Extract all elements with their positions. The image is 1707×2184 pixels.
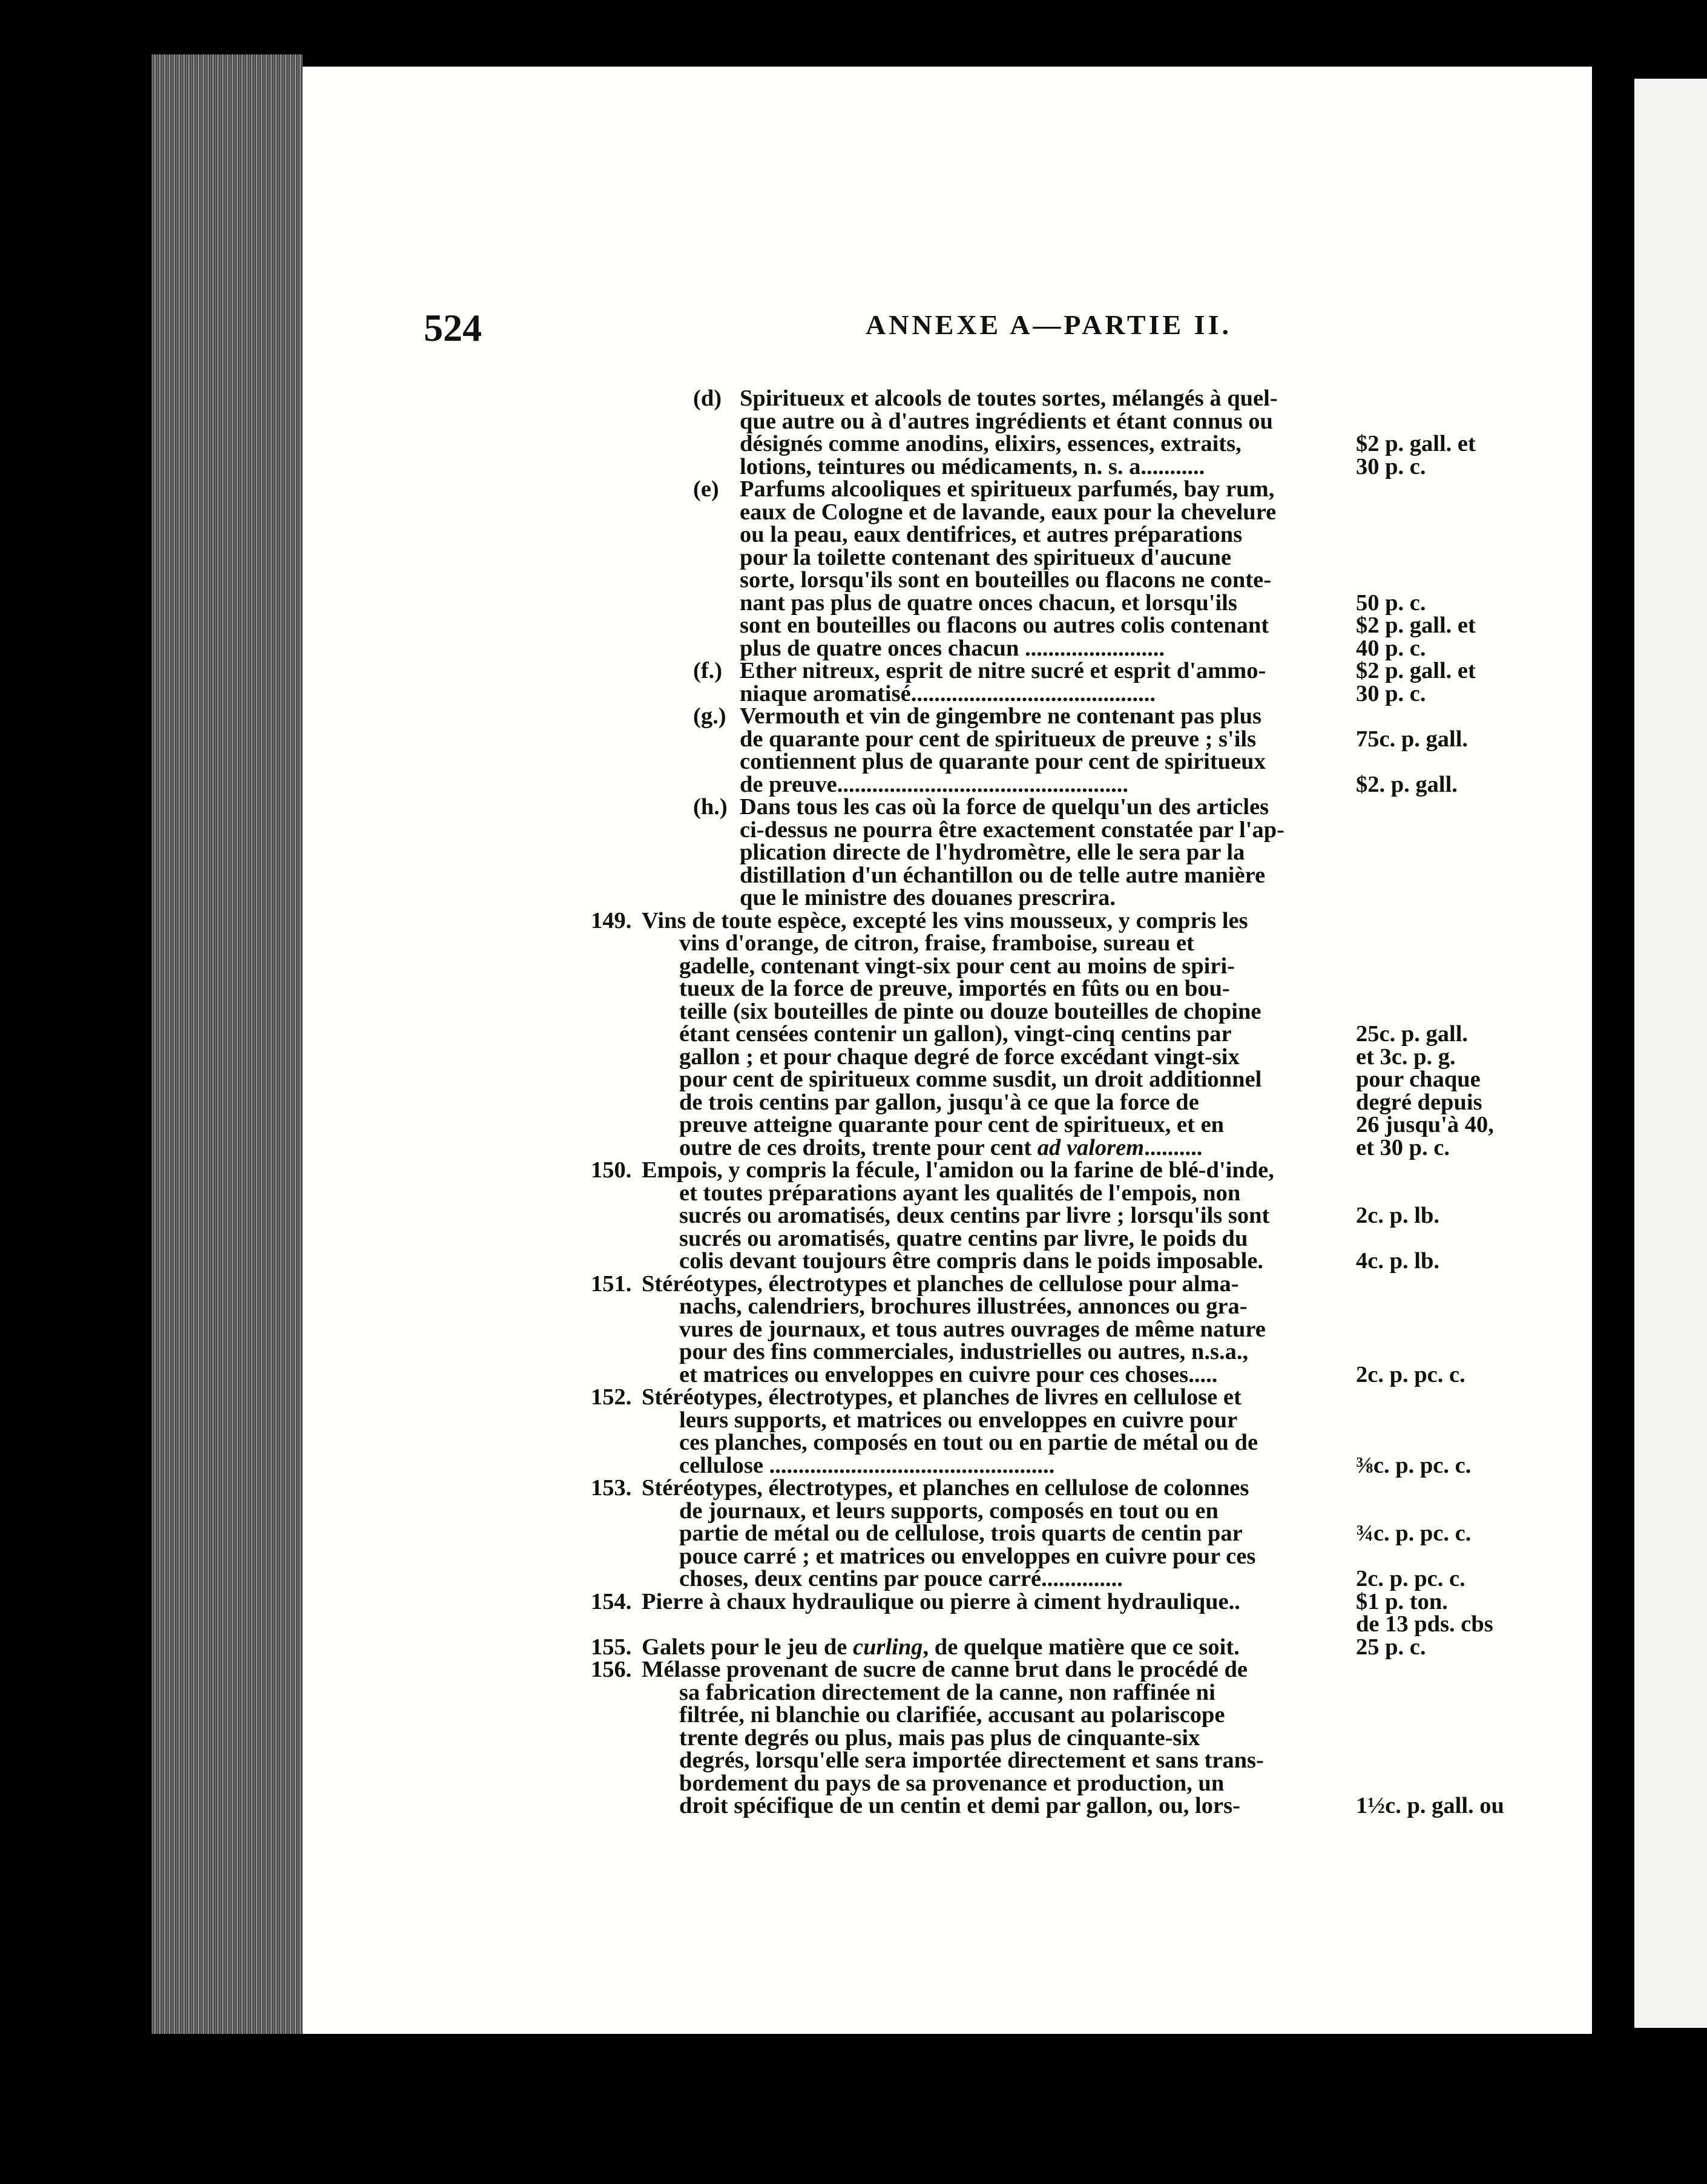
text-line — [303, 1749, 1592, 1772]
line-text-main: pour la toilette contenant des spiritueux d'aucune — [740, 544, 1232, 570]
duty-rate: 2c. p. pc. c. — [1356, 1361, 1465, 1387]
line-text — [740, 410, 1273, 433]
line-text-main: distillation d'un échantillon ou de telle autre manière — [740, 862, 1266, 888]
item-number: 151. — [591, 1271, 632, 1297]
line-text-main: Stéréotypes, électrotypes et planches de cellulose pour alma- — [642, 1271, 1239, 1297]
line-text — [679, 1772, 1224, 1795]
line-text — [679, 1341, 1248, 1364]
text-line — [303, 1409, 1592, 1432]
text-line — [303, 1545, 1592, 1568]
text-line — [303, 592, 1592, 615]
text-line — [303, 1386, 1592, 1409]
line-text — [679, 1091, 1199, 1114]
line-text — [679, 978, 1230, 1001]
line-text — [740, 592, 1237, 615]
text-line — [303, 1091, 1592, 1114]
line-text — [642, 1159, 1274, 1182]
line-text-main: contiennent plus de quarante pour cent de spiritueux — [740, 749, 1266, 774]
line-text — [740, 524, 1242, 547]
line-text — [740, 637, 1165, 660]
text-line — [303, 1273, 1592, 1296]
text-line — [303, 819, 1592, 842]
line-text-main: Galets pour le jeu de — [642, 1634, 847, 1660]
line-text-main: leurs supports, et matrices ou enveloppes en cuivre pour — [679, 1407, 1238, 1433]
line-text — [679, 1295, 1248, 1318]
duty-rate: 30 p. c. — [1356, 453, 1426, 479]
line-text-main: sorte, lorsqu'ils sont en bouteilles ou flacons ne conte- — [740, 567, 1272, 593]
line-text — [740, 433, 1242, 456]
line-text — [679, 1068, 1261, 1091]
duty-rate: pour chaque — [1356, 1067, 1481, 1092]
line-text — [740, 864, 1265, 887]
line-text — [679, 1046, 1240, 1069]
text-line — [303, 1046, 1592, 1069]
line-text — [740, 478, 1274, 501]
line-text — [679, 1704, 1225, 1727]
line-text — [679, 1250, 1263, 1273]
line-text-main: et toutes préparations ayant les qualités de l'empois, non — [679, 1180, 1241, 1206]
page-edge — [151, 54, 303, 2034]
line-text — [740, 387, 1278, 410]
text-line — [303, 1613, 1592, 1636]
line-text-main: Pierre à chaux hydraulique ou pierre à ciment hydraulique.. — [642, 1588, 1240, 1614]
line-text-main: sucrés ou aromatisés, quatre centins par livre, le poids du — [679, 1225, 1248, 1251]
line-text — [679, 1318, 1266, 1341]
line-text — [740, 705, 1261, 728]
text-line — [303, 771, 1592, 797]
duty-rate: et 3c. p. g. — [1356, 1044, 1456, 1070]
sub-item-label: (f.) — [693, 658, 723, 683]
line-text — [679, 1452, 1055, 1478]
text-line — [303, 887, 1592, 910]
italic-term: curling — [852, 1634, 923, 1660]
line-text — [679, 1795, 1240, 1818]
item-number: 155. — [591, 1634, 632, 1660]
line-text-main: pour des fins commerciales, industrielles ou autres, n.s.a., — [679, 1339, 1249, 1364]
duty-rate: 50 p. c. — [1356, 590, 1426, 616]
line-text — [740, 614, 1269, 637]
text-line — [303, 1295, 1592, 1318]
line-text-main: outre de ces droits, trente pour cent — [679, 1134, 1032, 1160]
sub-item-label: (h.) — [693, 794, 728, 820]
line-text-main: Empois, y compris la fécule, l'amidon ou la farine de blé-d'inde, — [642, 1157, 1274, 1183]
line-text — [642, 1477, 1249, 1500]
duty-rate: ¾c. p. pc. c. — [1356, 1521, 1472, 1546]
line-text — [642, 1386, 1242, 1409]
line-text-main: choses, deux centins par pouce carré.............. — [679, 1566, 1123, 1591]
line-text-after: , de quelque matière que ce soit. — [923, 1634, 1240, 1660]
line-text — [740, 569, 1271, 592]
text-line — [303, 932, 1592, 955]
line-text-main: sucrés ou aromatisés, deux centins par livre ; lorsqu'ils sont — [679, 1203, 1270, 1228]
duty-rate: et 30 p. c. — [1356, 1134, 1450, 1160]
text-line — [303, 1205, 1592, 1228]
line-text — [679, 1522, 1243, 1545]
text-line — [303, 433, 1592, 456]
text-line — [303, 705, 1592, 728]
line-text-main: droit spécifique de un centin et demi par gallon, ou, lors- — [679, 1793, 1240, 1818]
line-text — [740, 728, 1256, 751]
line-text — [679, 1679, 1215, 1705]
text-line — [303, 1023, 1592, 1046]
line-text-main: ou la peau, eaux dentifrices, et autres préparations — [740, 522, 1243, 547]
duty-rate: 4c. p. lb. — [1356, 1248, 1439, 1274]
item-number: 153. — [591, 1475, 632, 1501]
line-text-main: Dans tous les cas où la force de quelqu'un des articles — [740, 794, 1269, 820]
line-text-main: gallon ; et pour chaque degré de force excédant vingt-six — [679, 1044, 1240, 1070]
duty-rate: $2 p. gall. et — [1356, 431, 1476, 456]
line-text — [679, 932, 1194, 955]
line-text-main: plus de quatre onces chacun ........................ — [740, 635, 1165, 661]
line-text-main: partie de métal ou de cellulose, trois quarts de centin par — [679, 1521, 1243, 1546]
sub-item-label: (g.) — [693, 703, 726, 729]
duty-rate: 40 p. c. — [1356, 635, 1426, 661]
text-line — [303, 410, 1592, 433]
text-line — [303, 1341, 1592, 1364]
text-line — [303, 751, 1592, 774]
line-text-main: cellulose ................................................. — [679, 1452, 1055, 1478]
line-text-main: de trois centins par gallon, jusqu'à ce que la force de — [679, 1089, 1199, 1115]
line-text-main: teille (six bouteilles de pinte ou douze bouteilles de chopine — [679, 998, 1261, 1024]
line-text — [679, 1500, 1219, 1523]
item-number: 152. — [591, 1384, 632, 1410]
line-text — [679, 1545, 1255, 1568]
item-number: 149. — [591, 907, 632, 933]
duty-rate: degré depuis — [1356, 1089, 1482, 1115]
line-text-main: filtrée, ni blanchie ou clarifiée, accusant au polariscope — [679, 1702, 1225, 1728]
text-line — [303, 1182, 1592, 1205]
text-line — [303, 1134, 1592, 1160]
tariff-text — [303, 387, 1592, 1818]
line-text — [740, 819, 1284, 842]
line-text-main: Stéréotypes, électrotypes, et planches en cellulose de colonnes — [642, 1475, 1249, 1501]
text-line — [303, 569, 1592, 592]
line-text — [679, 1749, 1264, 1772]
text-line — [303, 796, 1592, 819]
italic-term: ad valorem — [1037, 1134, 1145, 1160]
line-text — [740, 660, 1266, 683]
text-line — [303, 544, 1592, 570]
line-text — [679, 1409, 1237, 1432]
line-text-main: eaux de Cologne et de lavande, eaux pour la chevelure — [740, 499, 1277, 525]
duty-rate: 30 p. c. — [1356, 680, 1426, 706]
line-text-main: de preuve.................................................. — [740, 771, 1129, 797]
item-number: 150. — [591, 1157, 632, 1183]
duty-rate: 26 jusqu'à 40, — [1356, 1112, 1494, 1137]
line-text-main: étant censées contenir un gallon), vingt-cinq centins par — [679, 1021, 1232, 1047]
line-text-main: lotions, teintures ou médicaments, n. s. a........... — [740, 453, 1205, 479]
text-line — [303, 478, 1592, 501]
line-text — [740, 751, 1266, 774]
line-text-main: sa fabrication directement de la canne, non raffinée ni — [679, 1679, 1215, 1705]
line-text — [740, 771, 1129, 797]
text-line — [303, 998, 1592, 1024]
line-text-main: nachs, calendriers, brochures illustrées, annonces ou gra- — [679, 1294, 1248, 1319]
sub-item-label: (d) — [693, 386, 722, 411]
line-text-main: Vermouth et vin de gingembre ne contenant pas plus — [740, 703, 1262, 729]
text-line — [303, 637, 1592, 660]
duty-rate: $2 p. gall. et — [1356, 613, 1476, 638]
text-line — [303, 1500, 1592, 1523]
line-text — [642, 1588, 1240, 1614]
text-line — [303, 1225, 1592, 1251]
line-text-main: preuve atteigne quarante pour cent de spiritueux, et en — [679, 1112, 1225, 1137]
duty-rate: 1½c. p. gall. ou — [1356, 1793, 1504, 1818]
duty-rate: 25c. p. gall. — [1356, 1021, 1469, 1047]
line-text — [740, 680, 1156, 706]
duty-rate: 2c. p. lb. — [1356, 1203, 1439, 1228]
line-text — [642, 1636, 1240, 1659]
line-text-main: Stéréotypes, électrotypes, et planches de livres en cellulose et — [642, 1384, 1242, 1410]
line-text-main: que autre ou à d'autres ingrédients et étant connus ou — [740, 408, 1273, 434]
text-line — [303, 453, 1592, 479]
text-line — [303, 1568, 1592, 1591]
line-text-main: niaque aromatisé.......................................... — [740, 680, 1156, 706]
text-line — [303, 1452, 1592, 1478]
duty-rate: $2. p. gall. — [1356, 771, 1458, 797]
text-line — [303, 680, 1592, 706]
item-number: 154. — [591, 1588, 632, 1614]
line-text-main: Parfums alcooliques et spiritueux parfumés, bay rum, — [740, 476, 1275, 502]
line-text-after: .......... — [1144, 1134, 1203, 1160]
line-text — [740, 796, 1269, 819]
line-text-main: Mélasse provenant de sucre de canne brut dans le procédé de — [642, 1657, 1248, 1682]
line-text — [679, 1023, 1232, 1046]
line-text — [740, 841, 1245, 864]
text-line — [303, 1250, 1592, 1273]
text-line — [303, 728, 1592, 751]
line-text — [679, 1727, 1200, 1750]
page-header — [303, 242, 1592, 349]
line-text — [679, 1182, 1240, 1205]
line-text-main: gadelle, contenant vingt-six pour cent au moins de spiri- — [679, 953, 1235, 979]
line-text-main: colis devant toujours être compris dans le poids imposable. — [679, 1248, 1264, 1274]
line-text — [679, 1205, 1269, 1228]
text-line — [303, 1477, 1592, 1500]
line-text — [642, 1273, 1239, 1296]
text-line — [303, 1704, 1592, 1727]
item-number: 156. — [591, 1657, 632, 1682]
text-line — [303, 1636, 1592, 1659]
text-line — [303, 1679, 1592, 1705]
line-text — [679, 998, 1261, 1024]
text-line — [303, 1068, 1592, 1091]
line-text-main: sont en bouteilles ou flacons ou autres colis contenant — [740, 613, 1269, 638]
line-text — [679, 1114, 1224, 1137]
line-text-main: ces planches, composés en tout ou en partie de métal ou de — [679, 1430, 1258, 1455]
text-line — [303, 1588, 1592, 1614]
line-text — [740, 453, 1205, 479]
line-text — [740, 887, 1116, 910]
page-number: 524 — [424, 306, 482, 349]
sub-item-label: (e) — [693, 476, 719, 502]
line-text — [642, 907, 1248, 933]
duty-rate: ⅜c. p. pc. c. — [1356, 1452, 1472, 1478]
page-title: ANNEXE A—PARTIE II. — [866, 309, 1232, 340]
line-text-main: pouce carré ; et matrices ou enveloppes en cuivre pour ces — [679, 1543, 1256, 1569]
facing-page-edge — [1634, 79, 1707, 2028]
text-line — [303, 1522, 1592, 1545]
text-line — [303, 1432, 1592, 1455]
line-text — [679, 955, 1235, 978]
text-line — [303, 955, 1592, 978]
line-text-main: bordement du pays de sa provenance et production, un — [679, 1770, 1225, 1796]
text-line — [303, 660, 1592, 683]
line-text-main: de quarante pour cent de spiritueux de preuve ; s'ils — [740, 726, 1257, 752]
line-text-main: Spiritueux et alcools de toutes sortes, mélangés à quel- — [740, 386, 1278, 411]
line-text-main: Ether nitreux, esprit de nitre sucré et esprit d'ammo- — [740, 658, 1266, 683]
line-text-main: de journaux, et leurs supports, composés en tout ou en — [679, 1498, 1219, 1524]
line-text-main: ci-dessus ne pourra être exactement constatée par l'ap- — [740, 817, 1284, 843]
line-text-main: désignés comme anodins, elixirs, essences, extraits, — [740, 431, 1242, 456]
book-page — [303, 67, 1592, 2034]
line-text — [679, 1361, 1218, 1387]
text-line — [303, 864, 1592, 887]
text-line — [303, 1361, 1592, 1387]
line-text-main: pour cent de spiritueux comme susdit, un droit additionnel — [679, 1067, 1262, 1092]
duty-rate: 2c. p. pc. c. — [1356, 1566, 1465, 1591]
line-text — [740, 501, 1276, 524]
line-text — [740, 544, 1232, 570]
line-text-main: Vins de toute espèce, excepté les vins mousseux, y compris les — [642, 907, 1248, 933]
duty-rate: $2 p. gall. et — [1356, 658, 1476, 683]
line-text — [679, 1225, 1248, 1251]
line-text-main: tueux de la force de preuve, importés en fûts ou en bou- — [679, 976, 1230, 1001]
text-line — [303, 524, 1592, 547]
line-text — [679, 1134, 1203, 1160]
text-line — [303, 501, 1592, 524]
text-line — [303, 1772, 1592, 1795]
line-text — [679, 1432, 1258, 1455]
text-line — [303, 1727, 1592, 1750]
text-line — [303, 1659, 1592, 1682]
line-text-main: degrés, lorsqu'elle sera importée directement et sans trans- — [679, 1748, 1264, 1773]
line-text-main: trente degrés ou plus, mais pas plus de cinquante-six — [679, 1725, 1200, 1751]
duty-rate: 75c. p. gall. — [1356, 726, 1469, 752]
text-line — [303, 841, 1592, 864]
text-line — [303, 387, 1592, 410]
line-text-main: que le ministre des douanes prescrira. — [740, 885, 1116, 910]
text-line — [303, 978, 1592, 1001]
line-text — [679, 1568, 1123, 1591]
duty-rate: de 13 pds. cbs — [1356, 1611, 1493, 1637]
line-text — [642, 1659, 1248, 1682]
text-line — [303, 614, 1592, 637]
line-text-main: et matrices ou enveloppes en cuivre pour ces choses..... — [679, 1361, 1218, 1387]
duty-rate: $1 p. ton. — [1356, 1588, 1448, 1614]
line-text-main: nant pas plus de quatre onces chacun, et lorsqu'ils — [740, 590, 1237, 616]
duty-rate: 25 p. c. — [1356, 1634, 1426, 1660]
line-text-main: vins d'orange, de citron, fraise, framboise, sureau et — [679, 930, 1194, 956]
line-text-main: vures de journaux, et tous autres ouvrages de même nature — [679, 1316, 1266, 1342]
text-line — [303, 1795, 1592, 1818]
text-line — [303, 1318, 1592, 1341]
line-text-main: plication directe de l'hydromètre, elle le sera par la — [740, 840, 1245, 865]
text-line — [303, 1159, 1592, 1182]
text-line — [303, 907, 1592, 933]
text-line — [303, 1114, 1592, 1137]
